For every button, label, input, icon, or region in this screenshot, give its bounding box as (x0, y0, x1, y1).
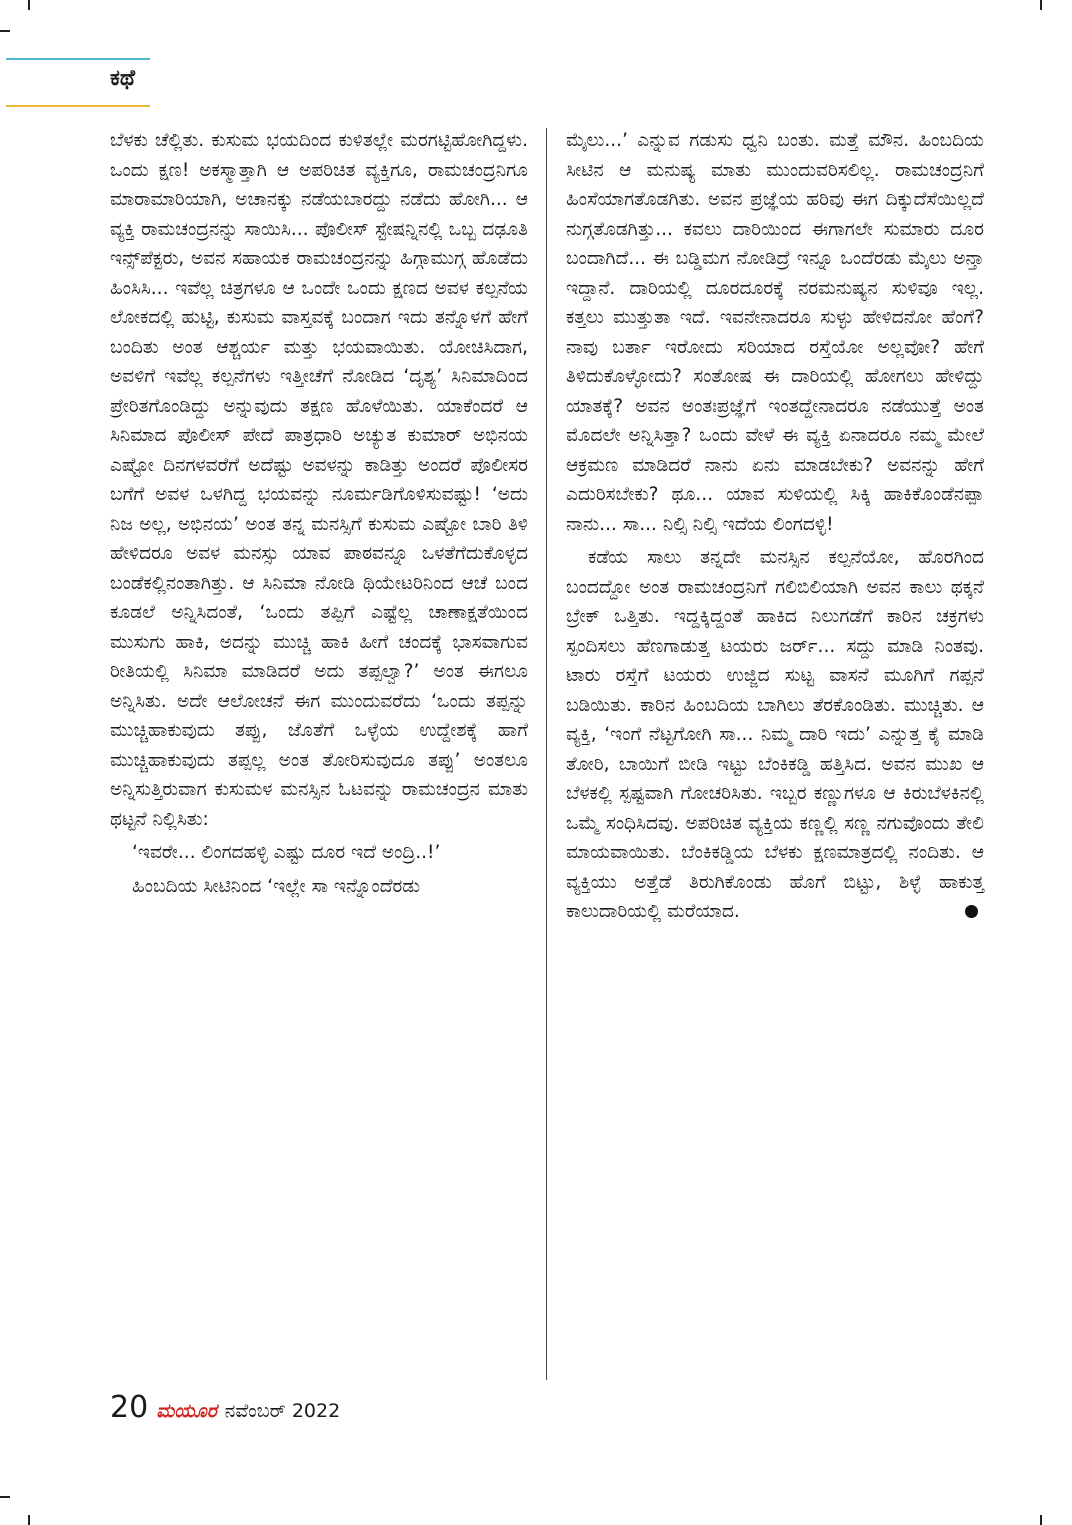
paragraph: ಬೆಳಕು ಚೆಲ್ಲಿತು. ಕುಸುಮ ಭಯದಿಂದ ಕುಳಿತಲ್ಲೇ ಮರಗಟ್ಟಿಹೋಗಿದ್ದಳು. ಒಂದು ಕ್ಷಣ! ಅಕಸ್ಮಾತ್ತಾಗಿ ಆ ಅಪರಿಚಿತ ವ್ಯಕ್ತಿಗೂ, ರಾಮಚಂದ್ರನಿಗೂ ಮಾರಾಮಾರಿಯಾಗಿ, ಅಚಾನಕ್ಕು ನಡೆಯಬಾರದ್ದು ನಡೆದು ಹೋಗಿ... ಆ ವ್ಯಕ್ತಿ ರಾಮಚಂದ್ರನನ್ನು ಸಾಯಿಸಿ... ಪೊಲೀಸ್ ಸ್ಟೇಷನ್ನಿನಲ್ಲಿ ಒಬ್ಬ ದಢೂತಿ ಇನ್ಸ್‌ಪೆಕ್ಟರು, ಅವನ ಸಹಾಯಕ ರಾಮಚಂದ್ರನನ್ನು ಹಿಗ್ಗಾಮುಗ್ಗ ಹೊಡೆದು ಹಿಂಸಿಸಿ... ಇವೆಲ್ಲ ಚಿತ್ರಗಳೂ ಆ ಒಂದೇ ಒಂದು ಕ್ಷಣದ ಅವಳ ಕಲ್ಪನೆಯ ಲೋಕದಲ್ಲಿ ಹುಟ್ಟಿ, ಕುಸುಮ ವಾಸ್ತವಕ್ಕೆ ಬಂದಾಗ ಇದು ತನ್ನೊಳಗೆ ಹೇಗೆ ಬಂದಿತು ಅಂತ ಆಶ್ಚರ್ಯ ಮತ್ತು ಭಯವಾಯಿತು. ಯೋಚಿಸಿದಾಗ, ಅವಳಿಗೆ ಇವೆಲ್ಲ ಕಲ್ಪನೆಗಳು ಇತ್ತೀಚೆಗೆ ನೋಡಿದ ‘ದೃಶ್ಯ’ ಸಿನಿಮಾದಿಂದ ಪ್ರೇರಿತಗೊಂಡಿದ್ದು ಅನ್ನುವುದು ತಕ್ಷಣ ಹೊಳೆಯಿತು. ಯಾಕೆಂದರೆ ಆ ಸಿನಿಮಾದ ಪೊಲೀಸ್ ಪೇದೆ ಪಾತ್ರಧಾರಿ ಅಚ್ಯುತ ಕುಮಾರ್ ಅಭಿನಯ ಎಷ್ಟೋ ದಿನಗಳವರೆಗೆ ಅದೆಷ್ಟು ಅವಳನ್ನು ಕಾಡಿತ್ತು ಅಂದರೆ ಪೊಲೀಸರ ಬಗೆಗೆ ಅವಳ ಒಳಗಿದ್ದ ಭಯವನ್ನು ನೂರ್ಮಡಿಗೊಳಿಸುವಷ್ಟು! ‘ಅದು ನಿಜ ಅಲ್ಲ, ಅಭಿನಯ’ ಅಂತ ತನ್ನ ಮನಸ್ಸಿಗೆ ಕುಸುಮ ಎಷ್ಟೋ ಬಾರಿ ತಿಳಿ ಹೇಳಿದರೂ ಅವಳ ಮನಸ್ಸು ಯಾವ ಪಾಠವನ್ನೂ ಒಳತೆಗೆದುಕೊಳ್ಳದ ಬಂಡೆಕಲ್ಲಿನಂತಾಗಿತ್ತು. ಆ ಸಿನಿಮಾ ನೋಡಿ ಥಿಯೇಟರಿನಿಂದ ಆಚೆ ಬಂದ ಕೂಡಲೆ ಅನ್ನಿಸಿದಂತೆ, ‘ಒಂದು ತಪ್ಪಿಗೆ ಎಷ್ಟೆಲ್ಲ ಚಾಣಾಕ್ಷತೆಯಿಂದ ಮುಸುಗು ಹಾಕಿ, ಅದನ್ನು ಮುಚ್ಚಿ ಹಾಕಿ ಹೀಗೆ ಚಂದಕ್ಕೆ ಭಾಸವಾಗುವ ರೀತಿಯಲ್ಲಿ ಸಿನಿಮಾ ಮಾಡಿದರೆ ಅದು ತಪ್ಪಲ್ವಾ?’ ಅಂತ ಈಗಲೂ ಅನ್ನಿಸಿತು. ಅದೇ ಆಲೋಚನೆ ಈಗ ಮುಂದುವರೆದು ‘ಒಂದು ತಪ್ಪನ್ನು ಮುಚ್ಚಿಹಾಕುವುದು ತಪ್ಪು, ಜೊತೆಗೆ ಒಳ್ಳೆಯ ಉದ್ದೇಶಕ್ಕೆ ಹಾಗೆ ಮುಚ್ಚಿಹಾಕುವುದು ತಪ್ಪಲ್ಲ ಅಂತ ತೋರಿಸುವುದೂ ತಪ್ಪು’ ಅಂತಲೂ ಅನ್ನಿಸುತ್ತಿರುವಾಗ ಕುಸುಮಳ ಮನಸ್ಸಿನ ಓಟವನ್ನು ರಾಮಚಂದ್ರನ ಮಾತು ಥಟ್ಟನೆ ನಿಲ್ಲಿಸಿತು: (110, 130, 528, 830)
issue-date: ನವೆಂಬರ್ 2022 (224, 1400, 341, 1422)
column-divider (546, 128, 547, 1380)
section-label: ಕಥೆ (110, 66, 135, 91)
paragraph: ಹಿಂಬದಿಯ ಸೀಟಿನಿಂದ ‘ಇಲ್ಲೇ ಸಾ ಇನ್ನೊಂದೆರಡು (132, 875, 421, 897)
page-number: 20 (110, 1390, 149, 1425)
paragraph-text: ಕಡೆಯ ಸಾಲು ತನ್ನದೇ ಮನಸ್ಸಿನ ಕಲ್ಪನೆಯೋ, ಹೊರಗಿಂದ ಬಂದದ್ದೋ ಅಂತ ರಾಮಚಂದ್ರನಿಗೆ ಗಲಿಬಿಲಿಯಾಗಿ ಅವನ ಕಾಲು ಥಕ್ಕನೆ ಬ್ರೇಕ್ ಒತ್ತಿತು. ಇದ್ದಕ್ಕಿದ್ದಂತೆ ಹಾಕಿದ ನಿಲುಗಡೆಗೆ ಕಾರಿನ ಚಕ್ರಗಳು ಸ್ಪಂದಿಸಲು ಹೆಣಗಾಡುತ್ತ ಟಯರು ಜರ್ರ್... ಸದ್ದು ಮಾಡಿ ನಿಂತವು. ಟಾರು ರಸ್ತೆಗೆ ಟಯರು ಉಜ್ಜಿದ ಸುಟ್ಟ ವಾಸನೆ ಮೂಗಿಗೆ ಗಪ್ಪನೆ ಬಡಿಯಿತು. ಕಾರಿನ ಹಿಂಬದಿಯ ಬಾಗಿಲು ತೆರಕೊಂಡಿತು. ಮುಚ್ಚಿತು. ಆ ವ್ಯಕ್ತಿ, ‘ಇಂಗೆ ನೆಟ್ಟಗೋಗಿ ಸಾ... ನಿಮ್ಮ ದಾರಿ ಇದು’ ಎನ್ನುತ್ತ ಕೈ ಮಾಡಿ ತೋರಿ, ಬಾಯಿಗೆ ಬೀಡಿ ಇಟ್ಟು ಬೆಂಕಿಕಡ್ಡಿ ಹತ್ತಿಸಿದ. ಅವನ ಮುಖ ಆ ಬೆಳಕಲ್ಲಿ ಸ್ಪಷ್ಟವಾಗಿ ಗೋಚರಿಸಿತು. ಇಬ್ಬರ ಕಣ್ಣುಗಳೂ ಆ ಕಿರುಬೆಳಕಿನಲ್ಲಿ ಒಮ್ಮೆ ಸಂಧಿಸಿದವು. ಅಪರಿಚಿತ ವ್ಯಕ್ತಿಯ ಕಣ್ಣಲ್ಲಿ ಸಣ್ಣ ನಗುವೊಂದು ತೇಲಿ ಮಾಯವಾಯಿತು. ಬೆಂಕಿಕಡ್ಡಿಯ ಬೆಳಕು ಕ್ಷಣಮಾತ್ರದಲ್ಲಿ ನಂದಿತು. ಆ ವ್ಯಕ್ತಿಯು ಅತ್ತೆಡೆ ತಿರುಗಿಕೊಂಡು ಹೊಗೆ ಬಿಟ್ಟು, ಶಿಳ್ಳೆ ಹಾಕುತ್ತ ಕಾಲುದಾರಿಯಲ್ಲಿ ಮರೆಯಾದ. (566, 547, 984, 922)
page-footer (110, 1390, 341, 1425)
magazine-logo: ಮಯೂರ (156, 1400, 217, 1422)
paragraph: ಮೈಲು...’ ಎನ್ನುವ ಗಡುಸು ಧ್ವನಿ ಬಂತು. ಮತ್ತೆ ಮೌನ. ಹಿಂಬದಿಯ ಸೀಟಿನ ಆ ಮನುಷ್ಯ ಮಾತು ಮುಂದುವರಿಸಲಿಲ್ಲ. ರಾಮಚಂದ್ರನಿಗೆ ಹಿಂಸೆಯಾಗತೊಡಗಿತು. ಅವನ ಪ್ರಜ್ಞೆಯ ಹರಿವು ಈಗ ದಿಕ್ಕುದೆಸೆಯಿಲ್ಲದೆ ನುಗ್ಗತೊಡಗಿತ್ತು... ಕವಲು ದಾರಿಯಿಂದ ಈಗಾಗಲೇ ಸುಮಾರು ದೂರ ಬಂದಾಗಿದೆ... ಈ ಬಡ್ಡಿಮಗ ನೋಡಿದ್ರೆ ಇನ್ನೂ ಒಂದೆರಡು ಮೈಲು ಅನ್ತಾ ಇದ್ದಾನೆ. ದಾರಿಯಲ್ಲಿ ದೂರದೂರಕ್ಕೆ ನರಮನುಷ್ಯನ ಸುಳಿವೂ ಇಲ್ಲ. ಕತ್ತಲು ಮುತ್ತುತಾ ಇದೆ. ಇವನೇನಾದರೂ ಸುಳ್ಳು ಹೇಳಿದನೋ ಹೆಂಗೆ? ನಾವು ಬರ್ತಾ ಇರೋದು ಸರಿಯಾದ ರಸ್ತೆಯೋ ಅಲ್ಲವೋ? ಹೇಗೆ ತಿಳಿದುಕೊಳ್ಳೋದು? ಸಂತೋಷ ಈ ದಾರಿಯಲ್ಲಿ ಹೋಗಲು ಹೇಳಿದ್ದು ಯಾತಕ್ಕೆ? ಅವನ ಅಂತಃಪ್ರಜ್ಞೆಗೆ ಇಂತದ್ದೇನಾದರೂ ನಡೆಯುತ್ತೆ ಅಂತ ಮೊದಲೇ ಅನ್ನಿಸಿತ್ತಾ? ಒಂದು ವೇಳೆ ಈ ವ್ಯಕ್ತಿ ಏನಾದರೂ ನಮ್ಮ ಮೇಲೆ ಆಕ್ರಮಣ ಮಾಡಿದರೆ ನಾನು ಏನು ಮಾಡಬೇಕು? ಅವನನ್ನು ಹೇಗೆ ಎದುರಿಸಬೇಕು? ಥೂ... ಯಾವ ಸುಳಿಯಲ್ಲಿ ಸಿಕ್ಕಿ ಹಾಕಿಕೊಂಡೆನಪ್ಪಾ ನಾನು... ಸಾ... ನಿಲ್ಸಿ ನಿಲ್ಸಿ ಇದೆಯ ಲಿಂಗದಳ್ಳಿ! (566, 130, 984, 535)
right-column (566, 126, 984, 927)
crop-mark (1040, 0, 1042, 10)
crop-mark (0, 1496, 10, 1498)
crop-mark (28, 0, 30, 10)
left-column (110, 126, 528, 901)
end-bullet-icon (965, 905, 978, 918)
paragraph-last (566, 543, 984, 927)
crop-mark (1040, 1515, 1042, 1525)
crop-mark (0, 30, 10, 32)
header-rule-bottom (6, 105, 150, 107)
crop-mark (28, 1515, 30, 1525)
paragraph: ‘ಇವರೇ... ಲಿಂಗದಹಳ್ಳಿ ಎಷ್ಟು ದೂರ ಇದೆ ಅಂದ್ರಿ..!’ (132, 842, 441, 863)
header-rule-top (6, 58, 150, 60)
